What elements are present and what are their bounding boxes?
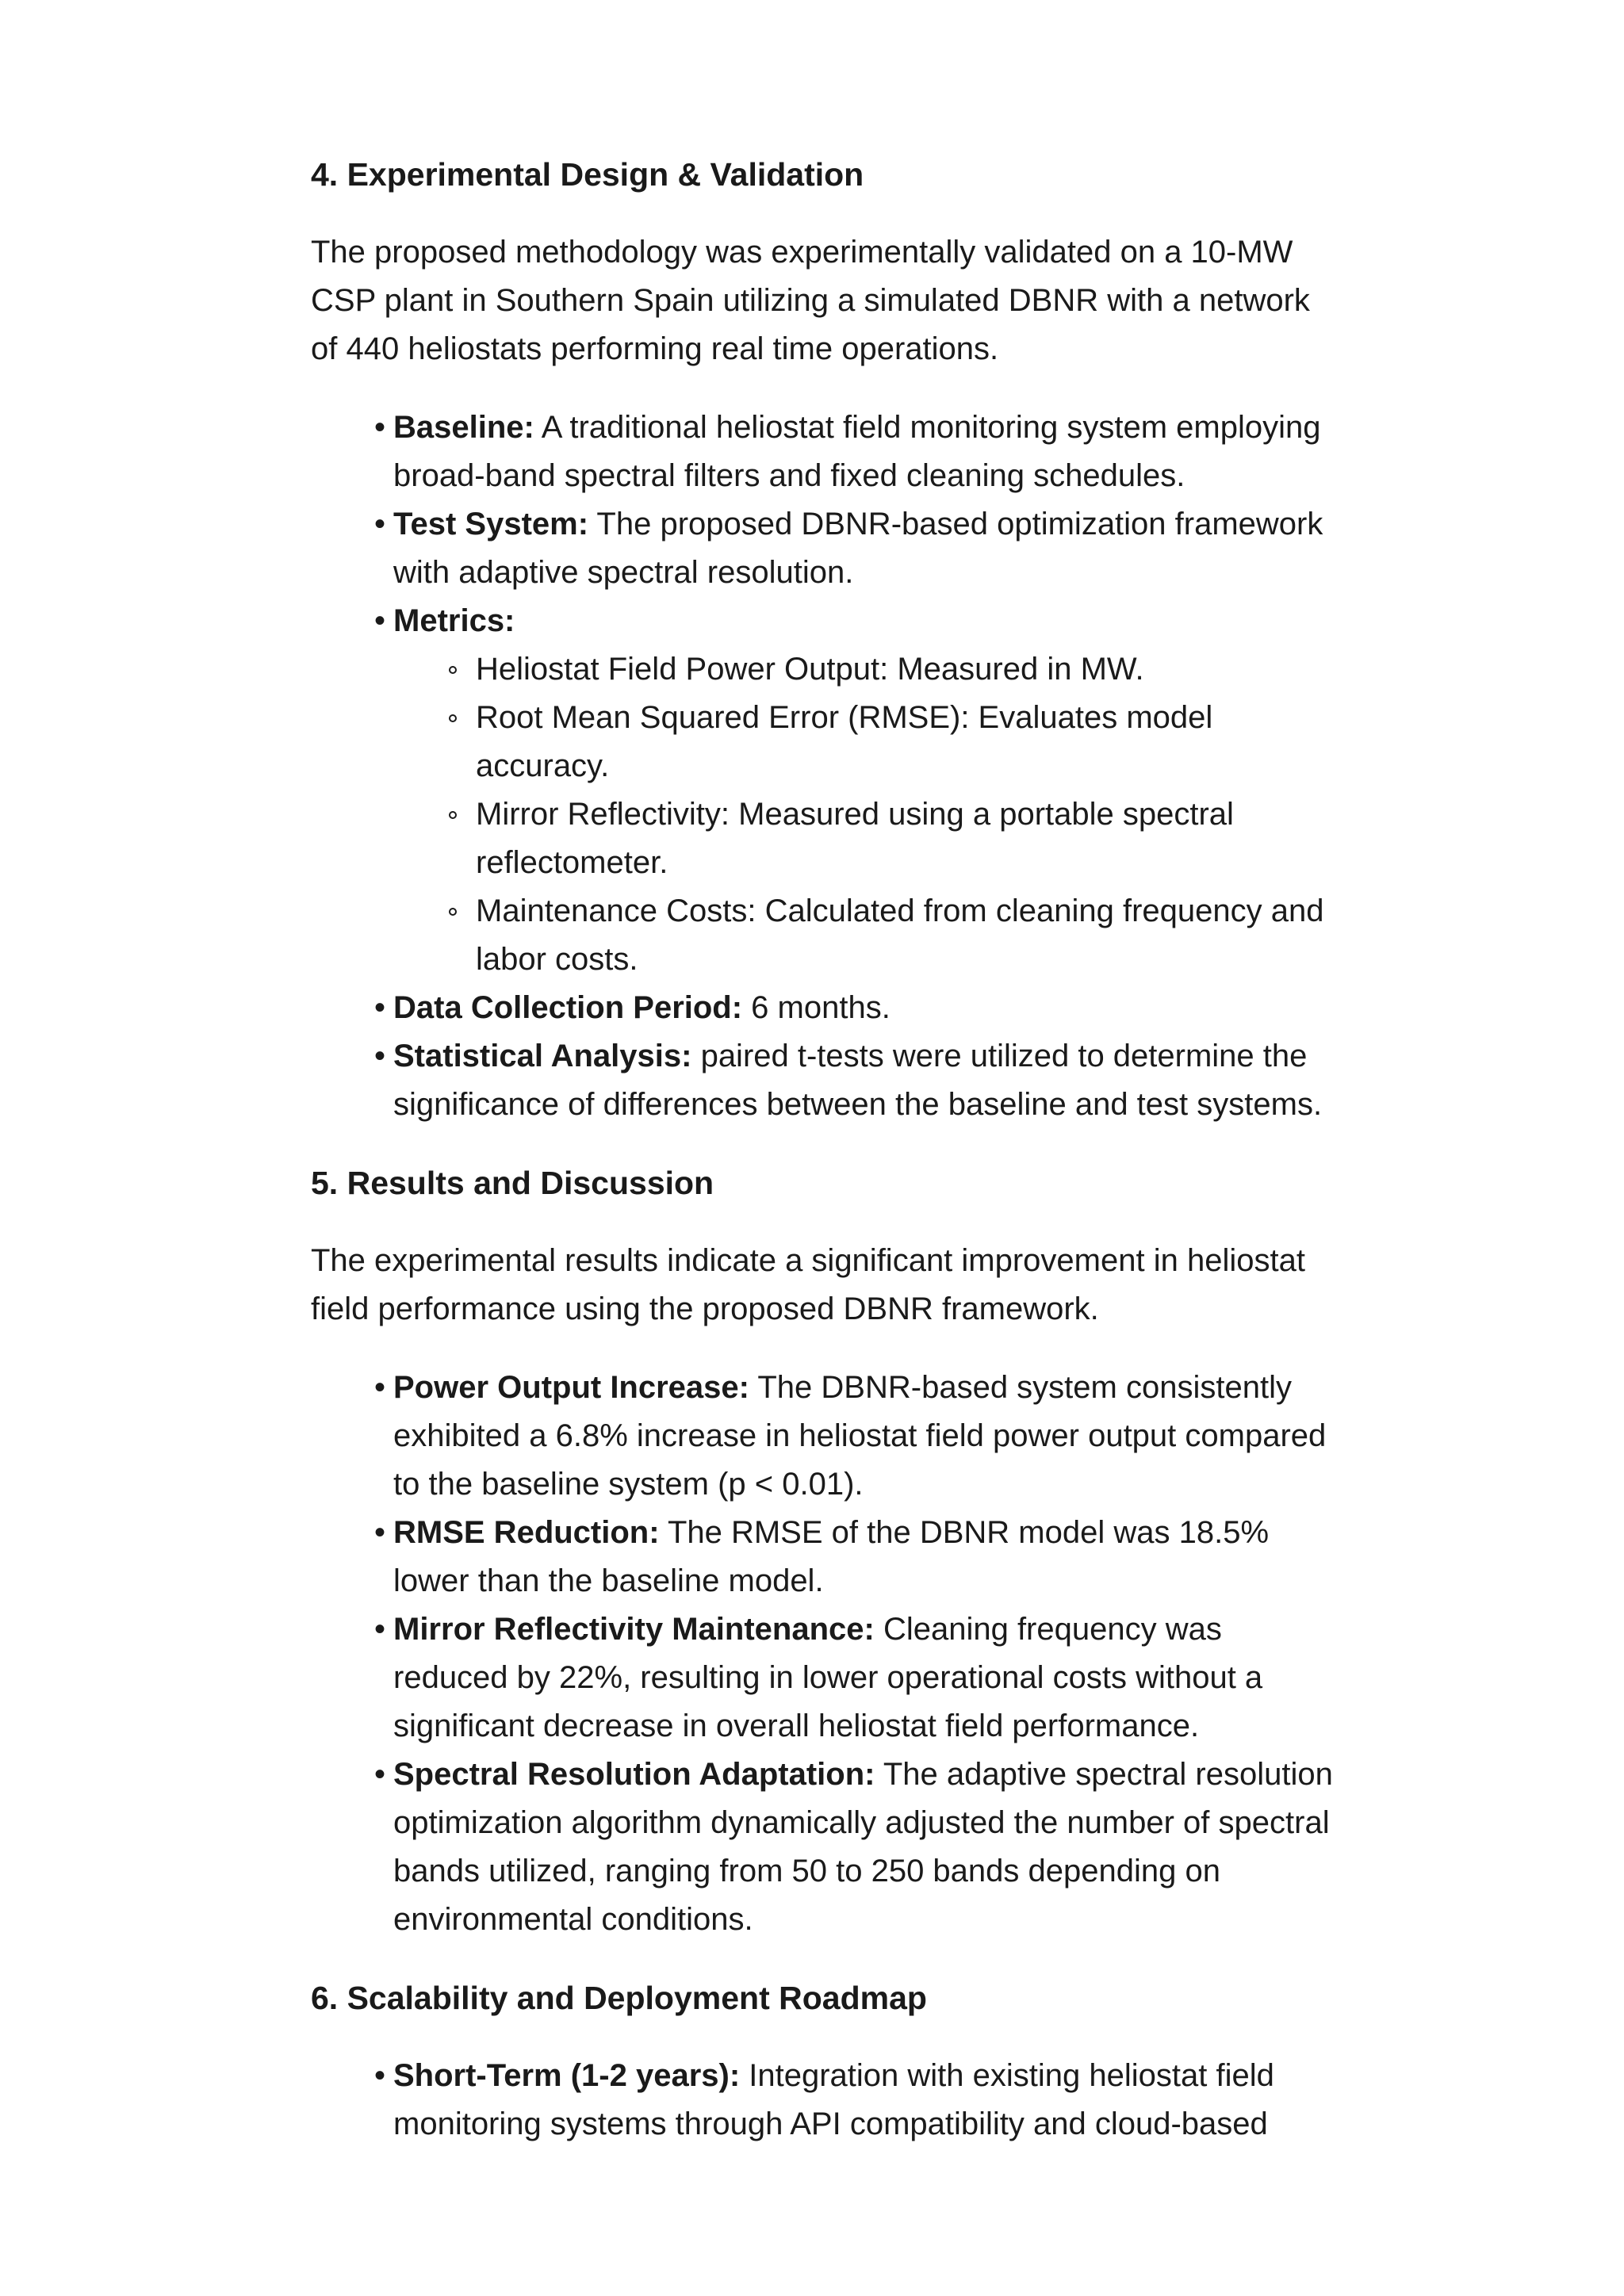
circle-bullet-icon — [449, 908, 457, 916]
section-6-heading: 6. Scalability and Deployment Roadmap — [311, 1980, 927, 2016]
list-item-test-system — [311, 500, 1334, 597]
metric-item: Heliostat Field Power Output: Measured in MW. — [393, 645, 1334, 694]
bullet-icon: • — [374, 1515, 386, 1550]
item-label: Baseline: — [393, 410, 534, 445]
bullet-icon: • — [374, 1370, 386, 1405]
section-4-intro: The proposed methodology was experimentally validated on a 10-MW CSP plant in Southern Spain utilizing a simulated DBNR with a network of 440 heliostats performing real time operations. — [311, 235, 1310, 366]
item-text: The adaptive spectral resolution optimization algorithm dynamically adjusted the number of spectral bands utilized, ranging from 50 to 250 bands depending on environmental conditions. — [393, 1757, 1333, 1937]
item-text: Cleaning frequency was reduced by 22%, resulting in lower operational costs without a significant decrease in overall heliostat field performance. — [393, 1612, 1263, 1743]
item-label: RMSE Reduction: — [393, 1515, 660, 1550]
metrics-sublist — [393, 645, 1334, 984]
item-label: Data Collection Period: — [393, 990, 743, 1025]
section-6-list — [311, 2052, 1334, 2149]
bullet-icon: • — [374, 2058, 386, 2093]
list-item-mirror-reflectivity — [311, 1605, 1334, 1751]
item-label: Test System: — [393, 507, 589, 541]
item-text: The DBNR-based system consistently exhibited a 6.8% increase in heliostat field power output compared to the baseline system (p < 0.01). — [393, 1370, 1327, 1502]
document-page — [311, 151, 1334, 2179]
item-text: A traditional heliostat field monitoring system employing broad-band spectral filters and fixed cleaning schedules. — [393, 410, 1321, 493]
item-label: Mirror Reflectivity Maintenance: — [393, 1612, 875, 1647]
metric-item: Mirror Reflectivity: Measured using a portable spectral reflectometer. — [393, 790, 1334, 887]
circle-bullet-icon — [449, 666, 457, 674]
bullet-icon: • — [374, 990, 386, 1025]
bullet-icon: • — [374, 507, 386, 541]
item-label: Short-Term (1-2 years): — [393, 2058, 741, 2093]
bullet-icon: • — [374, 603, 386, 638]
item-text: Integration with existing heliostat field monitoring systems through API compatibility and cloud-based — [393, 2058, 1274, 2141]
item-text: The proposed DBNR-based optimization framework with adaptive spectral resolution. — [393, 507, 1323, 590]
circle-bullet-icon — [449, 811, 457, 819]
list-item-baseline — [311, 404, 1334, 500]
bullet-icon: • — [374, 1039, 386, 1073]
item-label: Spectral Resolution Adaptation: — [393, 1757, 875, 1792]
item-label: Statistical Analysis: — [393, 1039, 692, 1073]
item-label: Metrics: — [393, 603, 515, 638]
item-text: 6 months. — [742, 990, 891, 1025]
section-4-heading: 4. Experimental Design & Validation — [311, 156, 864, 193]
list-item-data-collection — [311, 984, 1334, 1032]
bullet-icon: • — [374, 410, 386, 445]
section-5-list — [311, 1364, 1334, 1944]
item-label: Power Output Increase: — [393, 1370, 749, 1405]
list-item-spectral-resolution — [311, 1751, 1334, 1944]
list-item-short-term — [311, 2052, 1334, 2149]
section-5-intro: The experimental results indicate a significant improvement in heliostat field performance using the proposed DBNR framework. — [311, 1243, 1305, 1326]
list-item-rmse-reduction — [311, 1509, 1334, 1605]
metric-item: Maintenance Costs: Calculated from cleaning frequency and labor costs. — [393, 887, 1334, 984]
list-item-power-output — [311, 1364, 1334, 1509]
section-4-list — [311, 404, 1334, 1129]
item-text: The RMSE of the DBNR model was 18.5% lower than the baseline model. — [393, 1515, 1270, 1598]
circle-bullet-icon — [449, 714, 457, 722]
list-item-statistical-analysis — [311, 1032, 1334, 1129]
metric-item: Root Mean Squared Error (RMSE): Evaluates model accuracy. — [393, 694, 1334, 790]
bullet-icon: • — [374, 1612, 386, 1647]
bullet-icon: • — [374, 1757, 386, 1792]
item-text: paired t-tests were utilized to determine the significance of differences between the baseline and test systems. — [393, 1039, 1323, 1122]
list-item-metrics — [311, 597, 1334, 984]
section-5-heading: 5. Results and Discussion — [311, 1165, 714, 1201]
